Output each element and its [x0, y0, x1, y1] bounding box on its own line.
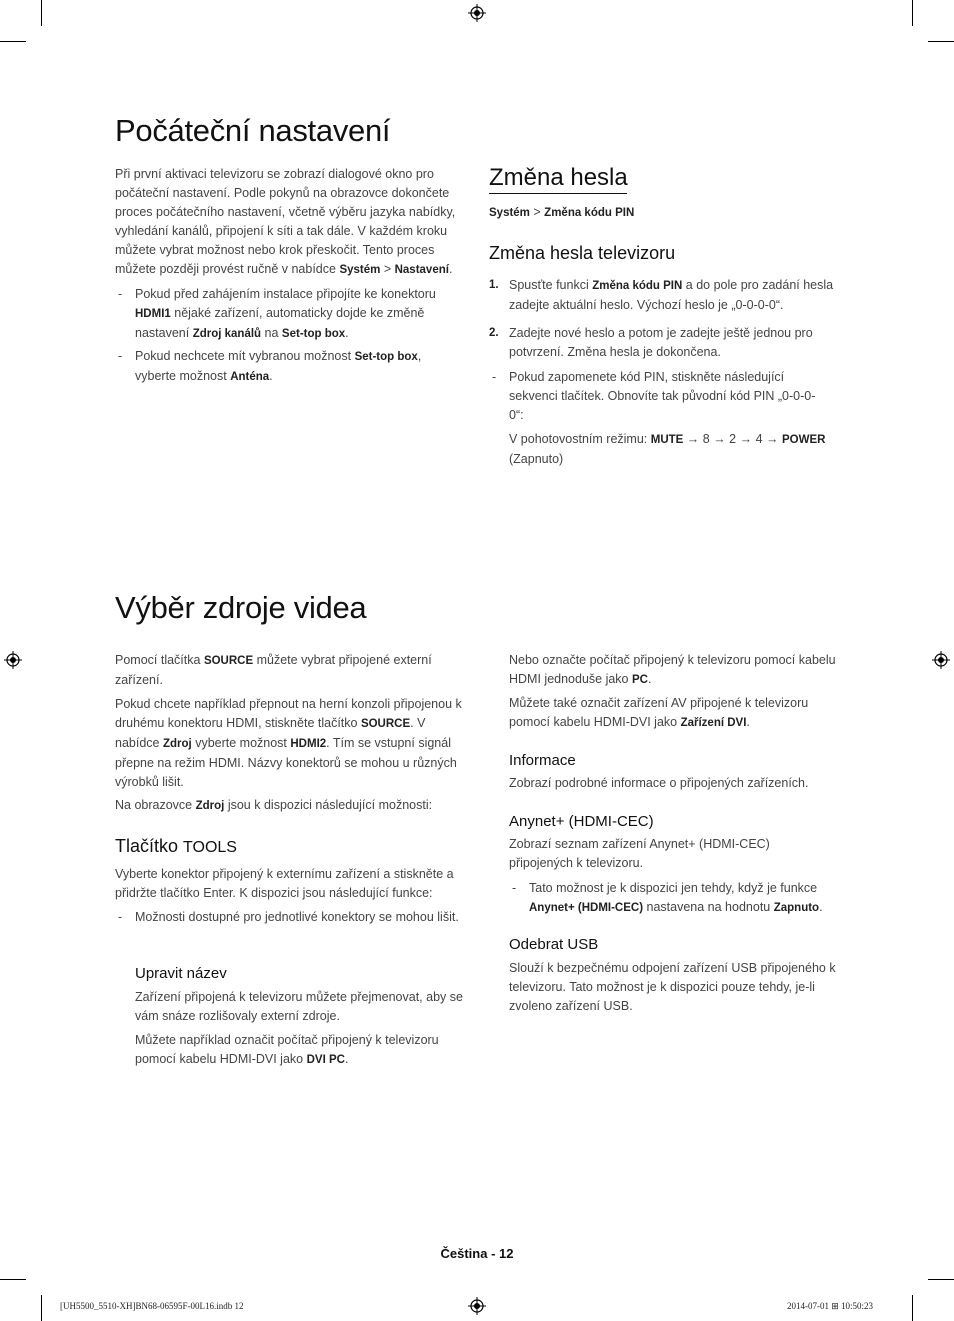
list-item: - Tato možnost je k dispozici jen tehdy, když je funkce Anynet+ (HDMI-CEC) nastavena na hodnotu Zapnuto. [512, 881, 823, 914]
paragraph: Zobrazí seznam zařízení Anynet+ (HDMI-CEC) připojených k televizoru. [509, 837, 770, 870]
option-title-anynet: Anynet+ (HDMI-CEC) [509, 813, 654, 830]
paragraph: Zařízení připojená k televizoru můžete přejmenovat, aby se vám snáze rozlišovaly externí zdroje. [135, 990, 463, 1023]
numbered-step: 1. Spusťte funkci Změna kódu PIN a do pole pro zadání hesla zadejte aktuální heslo. Výchozí heslo je „0-0-0-0“. [489, 278, 834, 312]
option-title-rename: Upravit název [135, 965, 227, 982]
list-item: - Možnosti dostupné pro jednotlivé konektory se mohou lišit. [118, 910, 459, 924]
paragraph: Pokud chcete například přepnout na herní konzoli připojenou k druhému konektoru HDMI, stiskněte tlačítko SOURCE. V nabídce Zdroj vyberte možnost HDMI2. Tím se vstupní signál přepne na režim HDMI. Názvy konektorů se mohou u různých výrobků lišit. [115, 697, 462, 789]
paragraph: Pomocí tlačítka SOURCE můžete vybrat připojené externí zařízení. [115, 653, 432, 687]
crop-mark [928, 1279, 954, 1280]
paragraph: Slouží k bezpečnému odpojení zařízení USB připojeného k televizoru. Tato možnost je k dispozici pouze tehdy, je-li zvoleno zařízení USB. [509, 961, 836, 1013]
option-title-remove-usb: Odebrat USB [509, 936, 599, 953]
subsection-title-change-password: Změna hesla [489, 164, 628, 191]
section-title-video-source: Výběr zdroje videa [115, 590, 367, 625]
paragraph: Na obrazovce Zdroj jsou k dispozici následující možnosti: [115, 798, 433, 812]
crop-mark [41, 1295, 42, 1321]
crop-mark [912, 0, 913, 26]
paragraph: Můžete také označit zařízení AV připojené k televizoru pomocí kabelu HDMI-DVI jako Zařízení DVI. [509, 696, 809, 729]
option-title-information: Informace [509, 752, 576, 769]
crop-mark [0, 1279, 26, 1280]
list-item: - Pokud zapomenete kód PIN, stiskněte následující sekvenci tlačítek. Obnovíte tak původní kód PIN „0-0-0-0“: [492, 370, 816, 422]
file-name: [UH5500_5510-XH]BN68-06595F-00L16.indb 12 [60, 1301, 244, 1311]
list-item: - Pokud před zahájením instalace připojíte ke konektoru HDMI1 nějaké zařízení, automaticky dojde ke změně nastavení Zdroj kanálů na Set-top box. [118, 287, 436, 340]
paragraph: Nebo označte počítač připojený k televizoru pomocí kabelu HDMI jednoduše jako PC. [509, 653, 836, 686]
print-timestamp: 2014-07-01 ⊞ 10:50:23 [787, 1301, 874, 1311]
standby-sequence: V pohotovostním režimu: MUTE → 8 → 2 → 4 → POWER (Zapnuto) [509, 432, 826, 466]
subsection-subtitle: Změna hesla televizoru [489, 243, 676, 263]
section-title-initial-setup: Počáteční nastavení [115, 113, 391, 148]
paragraph: Zobrazí podrobné informace o připojených zařízeních. [509, 776, 809, 790]
intro-paragraph: Při první aktivaci televizoru se zobrazí dialogové okno pro počáteční nastavení. Podle pokynů na obrazovce dokončete proces počátečního nastavení, včetně výběru jazyka nabídky, vyhledání kanálů, připojení k síti a tak dále. V každém kroku můžete vybrat možnost nebo krok přeskočit. Tento proces můžete později provést ručně v nabídce Systém > Nastavení. [115, 167, 456, 276]
menu-path: Systém > Změna kódu PIN [489, 205, 635, 219]
registration-mark-icon [932, 651, 950, 669]
crop-mark [912, 1295, 913, 1321]
registration-mark-icon [4, 651, 22, 669]
paragraph: Můžete například označit počítač připojený k televizoru pomocí kabelu HDMI-DVI jako DVI PC. [135, 1033, 439, 1066]
crop-mark [0, 41, 26, 42]
page-number: Čeština - 12 [440, 1246, 514, 1261]
registration-mark-icon [468, 4, 486, 22]
registration-mark-icon [468, 1297, 486, 1315]
subsection-title-tools: Tlačítko TOOLS [115, 836, 237, 856]
list-item: - Pokud nechcete mít vybranou možnost Set-top box, vyberte možnost Anténa. [118, 349, 422, 383]
paragraph: Vyberte konektor připojený k externímu zařízení a stiskněte a přidržte tlačítko Enter. K dispozici jsou následující funkce: [115, 867, 454, 900]
crop-mark [41, 0, 42, 26]
crop-mark [928, 41, 954, 42]
title-underline [489, 193, 627, 194]
numbered-step: 2. Zadejte nové heslo a potom je zadejte ještě jednou pro potvrzení. Změna hesla je dokončena. [489, 326, 813, 359]
